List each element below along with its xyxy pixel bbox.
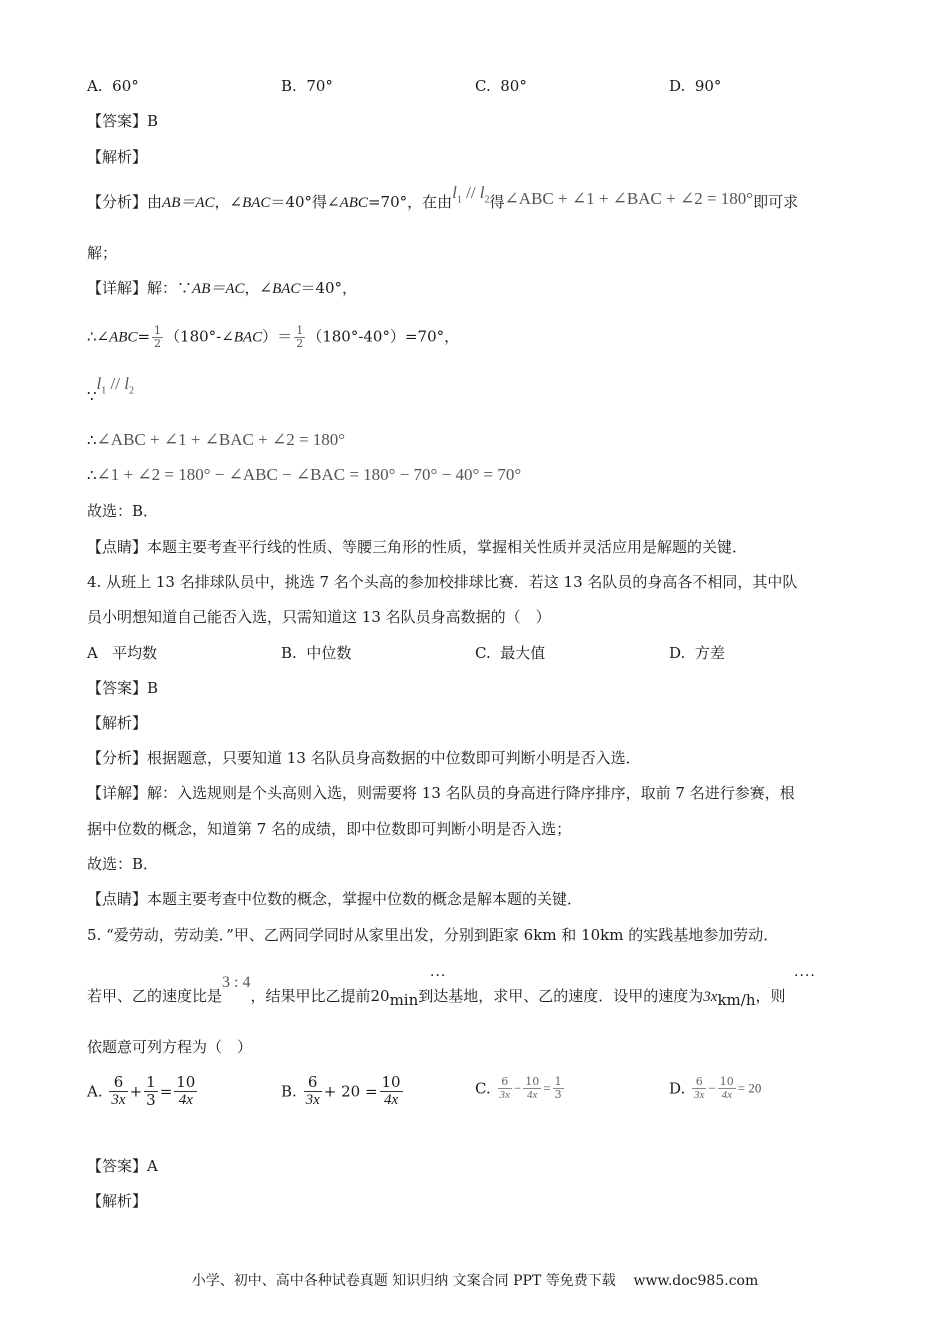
q5-option-d: D. $\frac{6}{3x}$ − $\frac{10}{4x}$ = 20 xyxy=(669,1075,762,1101)
q4-jiexi-heading: 【解析】 xyxy=(87,714,148,732)
q4-option-c: C. 最大值 xyxy=(475,644,546,662)
q4-option-b: B. 中位数 xyxy=(281,644,352,662)
q3-option-d: D. 90° xyxy=(669,77,722,95)
q3-step2: $\because l_1 // l_2$ xyxy=(87,374,134,405)
q4-detail-line1: 【详解】解：入选规则是个头高则入选，则需要将 13 名队员的身高进行降序排序，取前 7 名进行参赛，根 xyxy=(87,784,795,802)
q4-stem-line2: 员小明想知道自己能否入选，只需知道这 13 名队员身高数据的（ ） xyxy=(87,608,551,626)
footer-promo-text: 小学、初中、高中各种试卷真题 知识归纳 文案合同 PPT 等免费下载 xyxy=(191,1273,616,1289)
q4-option-d: D. 方差 xyxy=(669,644,725,662)
q3-choose: 故选：B． xyxy=(87,502,159,520)
parallel-l1-l2-glyph: $l_1 // l_2$ xyxy=(96,374,134,397)
q3-analysis: 【分析】由AB＝AC，∠BAC＝40°得∠ABC=70°，在由$l_1 // l_2$得∠ABC + ∠1 + ∠BAC + ∠2 = 180°即可求 xyxy=(87,183,799,211)
speed-ratio: 3 : 4 xyxy=(222,974,251,991)
q5-stem-line3: 依题意可列方程为（ ） xyxy=(87,1038,253,1056)
angle-sum-formula: ∠ABC + ∠1 + ∠BAC + ∠2 = 180° xyxy=(504,189,754,208)
q3-option-c: C. 80° xyxy=(475,77,527,95)
q3-jiexi-heading: 【解析】 xyxy=(87,148,148,166)
q4-answer: 【答案】B xyxy=(87,679,159,697)
q3-option-a: A. 60° xyxy=(87,77,139,95)
q3-step4: ∴∠1 + ∠2 = 180° − ∠ABC − ∠BAC = 180° − 70° − 40° = 70° xyxy=(87,465,522,484)
q5-stem-line1: 5. “爱劳动，劳动美．”甲、乙两同学同时从家里出发，分别到距家 6km 和 10km 的实践基地参加劳动． xyxy=(87,926,779,944)
page-footer xyxy=(0,1270,950,1290)
q3-step3: ∴∠ABC + ∠1 + ∠BAC + ∠2 = 180° xyxy=(87,430,346,449)
q3-option-b: B. 70° xyxy=(281,77,333,95)
emphasis-dots: ··· xyxy=(430,968,447,984)
q5-jiexi-heading: 【解析】 xyxy=(87,1192,148,1210)
half-fraction: $\frac{1}{2}$ xyxy=(296,324,304,350)
q3-answer: 【答案】B xyxy=(87,112,159,130)
parallel-l1-l2-glyph: $l_1 // l_2$ xyxy=(452,183,490,206)
q4-stem-line1: 4. 从班上 13 名排球队员中，挑选 7 名个头高的参加校排球比赛．若这 13 名队员的身高各不相同，其中队 xyxy=(87,573,798,591)
q4-detail-line2: 据中位数的概念，知道第 7 名的成绩，即中位数即可判断小明是否入选； xyxy=(87,820,572,838)
q4-review: 【点睛】本题主要考查中位数的概念，掌握中位数的概念是解本题的关键． xyxy=(87,890,583,908)
q4-choose: 故选：B． xyxy=(87,855,159,873)
q5-answer: 【答案】A xyxy=(87,1157,158,1175)
q5-option-b: B. $\frac{6}{3x}$ + 20 = $\frac{10}{4x}$ xyxy=(281,1073,401,1108)
q5-stem-line2: 若甲、乙的速度比是3 : 4，结果甲比乙提前20min到达基地，求甲、乙的速度．设甲的速度为3xkm/h，则 xyxy=(87,974,786,1009)
q3-analysis-end: 解； xyxy=(87,244,118,262)
q3-detail: 【详解】解：∵AB＝AC，∠BAC＝40°， xyxy=(87,279,358,297)
q4-option-a: A 平均数 xyxy=(87,644,158,662)
q3-step1: ∴∠ABC= $\frac{1}{2}$ （180°-∠BAC）＝ $\frac{1}{2}$ （180°-40°）=70°， xyxy=(87,324,460,350)
q3-review: 【点睛】本题主要考查平行线的性质、等腰三角形的性质，掌握相关性质并灵活应用是解题的关键． xyxy=(87,538,748,556)
half-fraction: $\frac{1}{2}$ xyxy=(154,324,162,350)
footer-website-link[interactable]: www.doc985.com xyxy=(633,1273,759,1289)
q5-option-c: C. $\frac{6}{3x}$ − $\frac{10}{4x}$ = $\frac{1}{3}$ xyxy=(475,1075,562,1101)
emphasis-dots: ···· xyxy=(794,968,816,984)
q5-option-a: A. $\frac{6}{3x}$ + $\frac{1}{3}$ = $\frac{10}{4x}$ xyxy=(87,1073,196,1109)
q4-analysis: 【分析】根据题意，只要知道 13 名队员身高数据的中位数即可判断小明是否入选． xyxy=(87,749,641,767)
